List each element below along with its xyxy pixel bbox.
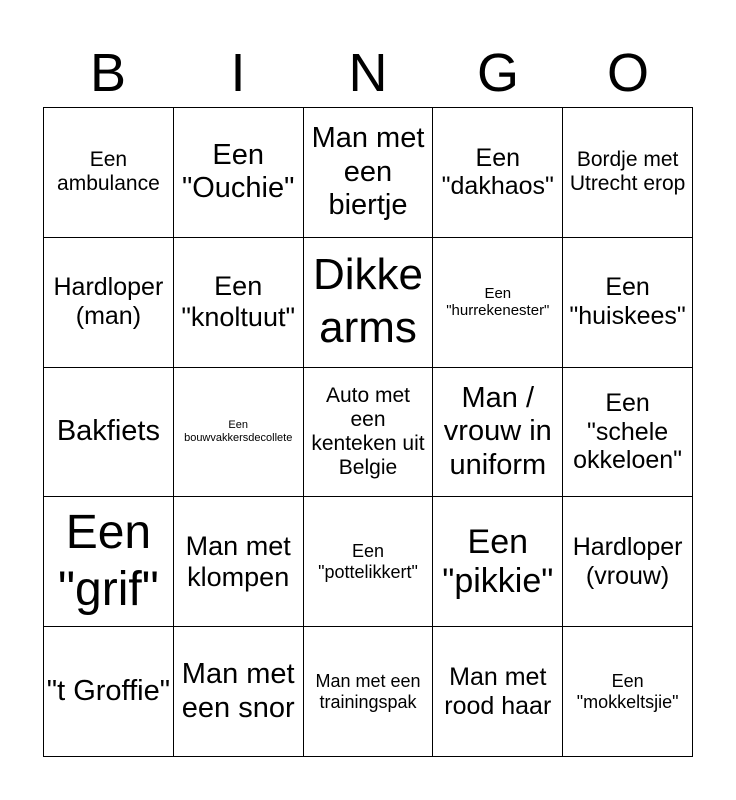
bingo-cell[interactable]: Een "pottelikkert" [304,497,434,627]
bingo-cell[interactable]: Een "dakhaos" [433,108,563,238]
header-letter-g: G [476,43,519,103]
bingo-cell[interactable]: "t Groffie" [44,627,174,757]
bingo-header [43,38,693,108]
bingo-cell[interactable]: Een "schele okkeloen" [563,368,693,498]
header-letter-b: B [89,43,127,103]
bingo-cell[interactable]: Een "huiskees" [563,238,693,368]
bingo-cell[interactable]: Hardloper (man) [44,238,174,368]
bingo-cell[interactable]: Man met een snor [174,627,304,757]
bingo-cell[interactable]: Dikke arms [304,238,434,368]
bingo-cell[interactable]: Man / vrouw in uniform [433,368,563,498]
header-letter-i: I [230,43,246,103]
bingo-cell[interactable]: Man met rood haar [433,627,563,757]
bingo-cell[interactable]: Bakfiets [44,368,174,498]
bingo-cell[interactable]: Een "knoltuut" [174,238,304,368]
bingo-cell[interactable]: Man met een trainingspak [304,627,434,757]
header-letter-o: O [606,43,649,103]
bingo-cell[interactable]: Man met klompen [174,497,304,627]
bingo-cell[interactable]: Een "hurrekenester" [433,238,563,368]
bingo-cell[interactable]: Man met een biertje [304,108,434,238]
bingo-cell[interactable]: Een "pikkie" [433,497,563,627]
bingo-cell[interactable]: Een bouwvakkersdecollete [174,368,304,498]
bingo-cell[interactable]: Auto met een kenteken uit Belgie [304,368,434,498]
bingo-cell[interactable]: Bordje met Utrecht erop [563,108,693,238]
header-letter-n: N [348,43,388,103]
bingo-cell[interactable]: Een ambulance [44,108,174,238]
bingo-cell[interactable]: Een "grif" [44,497,174,627]
bingo-cell[interactable]: Een "Ouchie" [174,108,304,238]
bingo-grid [43,107,693,757]
bingo-cell[interactable]: Een "mokkeltsjie" [563,627,693,757]
bingo-cell[interactable]: Hardloper (vrouw) [563,497,693,627]
